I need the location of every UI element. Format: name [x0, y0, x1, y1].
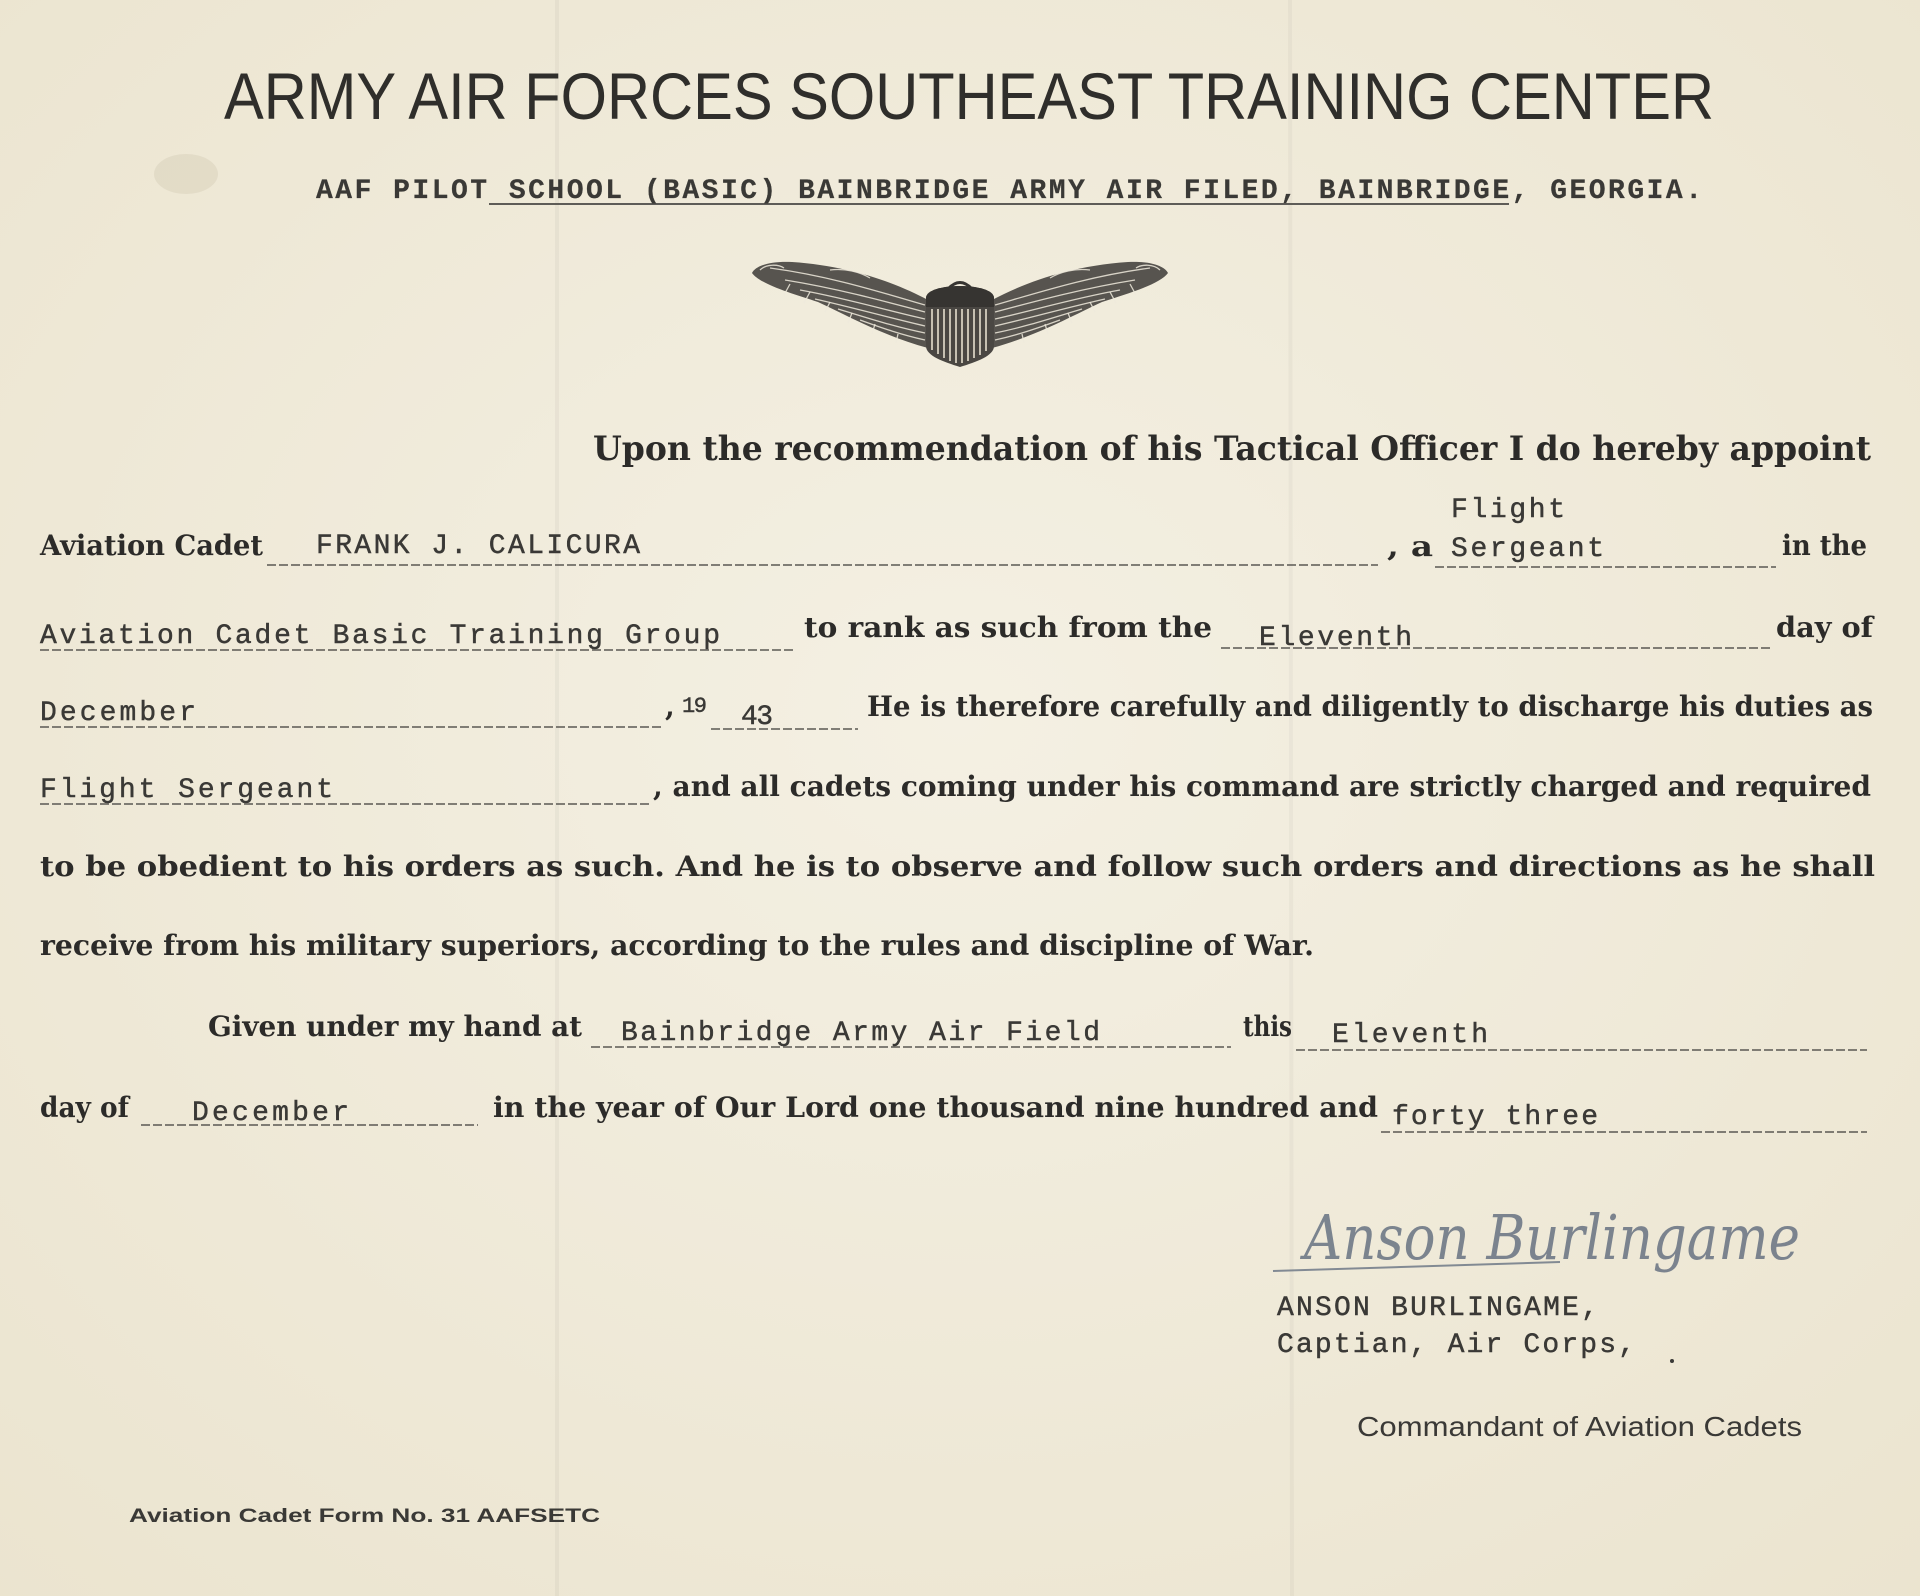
position-value: Flight Sergeant [40, 775, 333, 806]
signatory-title: Commandant of Aviation Cadets [1357, 1411, 1802, 1442]
cadet-prefix: Aviation Cadet [39, 529, 264, 562]
given-month-value: December [192, 1098, 349, 1129]
year-value: 43 [741, 702, 773, 733]
year-words-value: forty three [1392, 1102, 1598, 1133]
this-text: this [1243, 1010, 1292, 1043]
in-the-text: in the [1782, 529, 1867, 562]
place-value: Bainbridge Army Air Field [621, 1018, 1100, 1049]
superiors-text: receive from his military superiors, according to the rules and discipline of War. [40, 929, 1314, 962]
obedience-text: to be obedient to his orders as such. And he is to observe and follow such orders and directions as he shall [40, 850, 1875, 883]
rank-connector: , a [1387, 530, 1433, 563]
rank-line1: Flight [1451, 495, 1565, 526]
paper-stain [154, 154, 218, 194]
signatory-name: ANSON BURLINGAME, [1277, 1293, 1598, 1324]
duties-text: He is therefore carefully and diligently to discharge his duties as [867, 690, 1873, 723]
cadet-name: FRANK J. CALICURA [316, 531, 640, 562]
month-value: December [40, 698, 196, 729]
handwritten-signature: Anson Burlingame [1299, 1201, 1800, 1274]
given-text: Given under my hand at [208, 1010, 583, 1043]
command-text: , and all cadets coming under his command are strictly charged and required [653, 770, 1871, 803]
form-id: Aviation Cadet Form No. 31 AAFSETC [129, 1506, 601, 1527]
year-text: in the year of Our Lord one thousand nine hundred and [493, 1091, 1378, 1124]
signatory-rank: Captian, Air Corps, [1277, 1330, 1635, 1361]
group-name: Aviation Cadet Basic Training Group [40, 621, 720, 652]
given-day-value: Eleventh [1332, 1020, 1488, 1051]
rank-line2: Sergeant [1451, 534, 1604, 565]
shield-icon [926, 283, 994, 368]
given-day-of-text: day of [40, 1091, 131, 1124]
school-subtitle: AAF PILOT SCHOOL (BASIC) BAINBRIDGE ARMY AIR FILED, BAINBRIDGE, GEORGIA. [316, 176, 1702, 207]
day-of-text: day of [1776, 611, 1875, 644]
rank-from-text: to rank as such from the [804, 611, 1212, 644]
year-century: 19 [682, 694, 707, 719]
ink-dot [1670, 1359, 1674, 1363]
intro-text: Upon the recommendation of his Tactical Officer I do hereby appoint [593, 429, 1872, 469]
page-title: ARMY AIR FORCES SOUTHEAST TRAINING CENTER [224, 59, 1714, 133]
year-comma: , [665, 690, 675, 723]
day-value: Eleventh [1259, 623, 1412, 654]
